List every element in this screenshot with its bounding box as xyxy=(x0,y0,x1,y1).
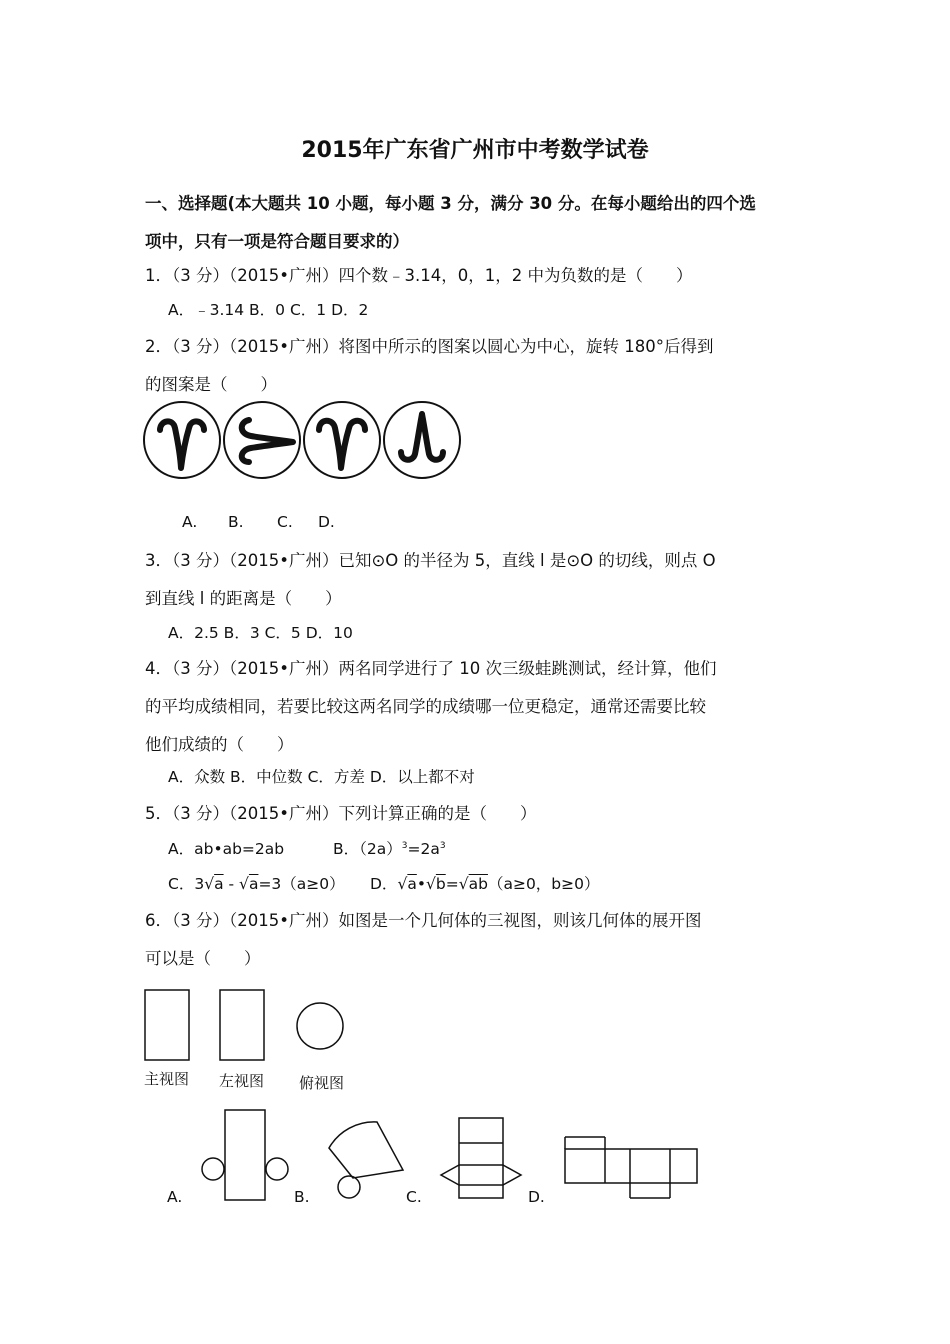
pattern-circle-a xyxy=(144,402,220,478)
side-view-rect xyxy=(220,990,264,1060)
q6-option-d-net xyxy=(560,1132,702,1202)
q5-option-d-dot: • xyxy=(416,875,426,893)
q5-option-a xyxy=(168,837,284,859)
q5-option-d xyxy=(370,872,600,894)
q6-option-a-net xyxy=(195,1105,295,1205)
q6-option-b-net xyxy=(325,1110,410,1205)
q2-label-d: D. xyxy=(318,513,335,531)
q5-option-c-rest: =3（a≥0） xyxy=(258,875,345,893)
q5-option-b-pre: （2a） xyxy=(359,840,402,858)
top-view-circle xyxy=(297,1003,343,1049)
q3-line1: 3．（3 分）（2015•广州）已知⊙O 的半径为 5，直线 l 是⊙O 的切线，则点 O xyxy=(145,551,716,570)
q5-option-c-coef: 3 xyxy=(194,875,205,893)
front-view-rect xyxy=(145,990,189,1060)
section-heading-line2: 项中，只有一项是符合题目要求的） xyxy=(145,232,409,251)
q4-line1: 4．（3 分）（2015•广州）两名同学进行了 10 次三级蛙跳测试，经计算，他们 xyxy=(145,659,717,678)
q4-line3: 他们成绩的（ ） xyxy=(145,735,294,754)
q2-label-c: C. xyxy=(277,513,293,531)
q5-option-d-eq: = xyxy=(445,875,459,893)
q6-line1: 6．（3 分）（2015•广州）如图是一个几何体的三视图，则该几何体的展开图 xyxy=(145,911,702,930)
q5-option-c-rad2: a xyxy=(248,875,259,893)
q5-option-b-mid: =2a xyxy=(407,840,440,858)
q5-option-b xyxy=(333,837,446,859)
sqrt-symbol-icon: √ xyxy=(458,875,469,893)
q5-text: 5．（3 分）（2015•广州）下列计算正确的是（ ） xyxy=(145,804,537,823)
q5-option-b-exp1: 3 xyxy=(401,840,408,851)
q5-option-c xyxy=(168,872,345,894)
q6-three-views-figure xyxy=(140,985,360,1070)
q4-options: A．众数 B．中位数 C．方差 D．以上都不对 xyxy=(168,768,475,786)
q5-option-d-label: D． xyxy=(370,875,398,893)
q6-label-d: D. xyxy=(528,1188,545,1206)
q1-text: 1．（3 分）（2015•广州）四个数﹣3.14，0，1，2 中为负数的是（ ） xyxy=(145,266,693,285)
q6-label-b: B. xyxy=(294,1188,310,1206)
q5-option-d-rad2: b xyxy=(435,875,446,893)
side-view-label: 左视图 xyxy=(219,1072,265,1090)
q6-option-c-net xyxy=(437,1113,527,1203)
q2-rotation-patterns-figure xyxy=(143,400,463,482)
section-heading-line1: 一、选择题(本大题共 10 小题，每小题 3 分，满分 30 分。在每小题给出的四个选 xyxy=(145,194,756,213)
pattern-circle-d xyxy=(384,402,460,478)
q5-option-c-minus: - xyxy=(223,875,240,893)
q5-option-b-exp2: 3 xyxy=(439,840,446,851)
q5-option-c-rad1: a xyxy=(214,875,224,893)
q6-label-c: C. xyxy=(406,1188,422,1206)
q2-label-b: B. xyxy=(228,513,244,531)
sqrt-symbol-icon: √ xyxy=(425,875,436,893)
sqrt-symbol-icon: √ xyxy=(239,875,249,893)
sqrt-symbol-icon: √ xyxy=(204,875,215,893)
q2-line2: 的图案是（ ） xyxy=(145,375,277,394)
q3-options: A．2.5 B．3 C．5 D．10 xyxy=(168,624,353,642)
q5-option-d-rest: （a≥0，b≥0） xyxy=(487,875,600,893)
q5-option-d-rad3: ab xyxy=(468,875,488,893)
top-view-label: 俯视图 xyxy=(299,1074,345,1092)
page-title: 2015年广东省广州市中考数学试卷 xyxy=(301,138,649,163)
q5-option-d-rad1: a xyxy=(407,875,417,893)
sqrt-symbol-icon: √ xyxy=(397,875,408,893)
pattern-circle-b xyxy=(224,402,300,478)
pattern-circle-c xyxy=(304,402,380,478)
q3-line2: 到直线 l 的距离是（ ） xyxy=(145,589,342,608)
q4-line2: 的平均成绩相同，若要比较这两名同学的成绩哪一位更稳定，通常还需要比较 xyxy=(145,697,706,716)
q2-line1: 2．（3 分）（2015•广州）将图中所示的图案以圆心为中心，旋转 180°后得到 xyxy=(145,337,714,356)
q5-option-c-label: C． xyxy=(168,875,195,893)
q2-label-a: A. xyxy=(182,513,198,531)
front-view-label: 主视图 xyxy=(144,1070,190,1088)
q6-label-a: A. xyxy=(167,1188,183,1206)
q1-options: A．﹣3.14 B．0 C．1 D．2 xyxy=(168,301,369,319)
q5-option-a-expr: ab•ab=2ab xyxy=(194,840,285,858)
q5-option-b-label: B． xyxy=(333,840,360,858)
q5-option-a-label: A． xyxy=(168,840,195,858)
q6-line2: 可以是（ ） xyxy=(145,949,261,968)
